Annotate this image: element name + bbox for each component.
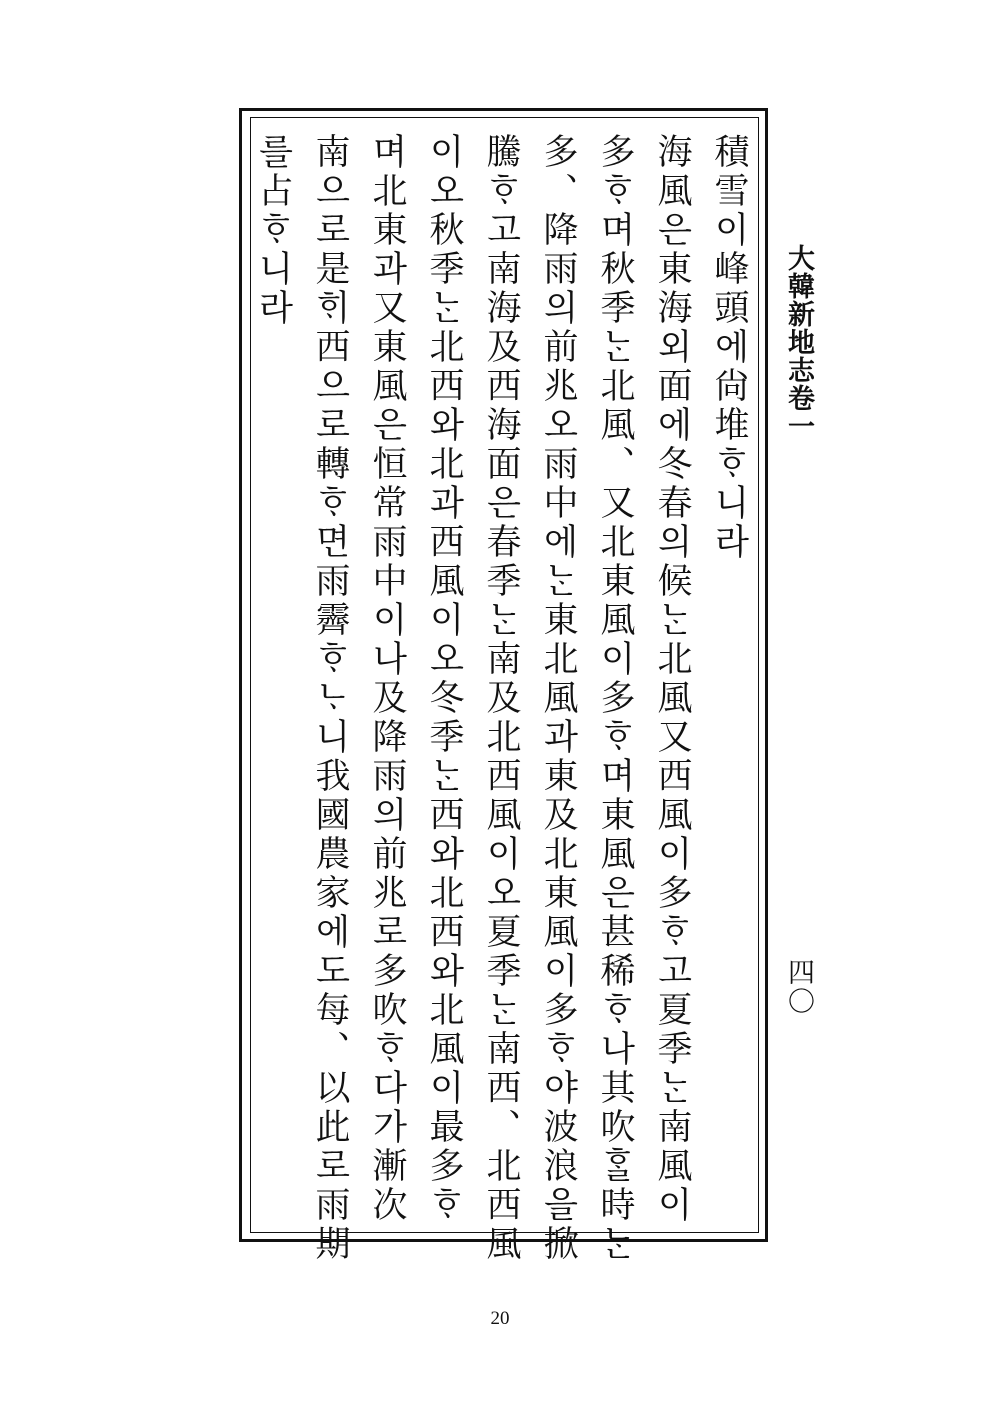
text-column-8: 南으로是ᄒᆡ西으로轉ᄒᆞ면雨霽ᄒᆞᄂᆞ니我國農家에도每、以此로雨期	[310, 133, 350, 1264]
running-head-title: 大韓新地志卷一	[783, 244, 814, 440]
text-column-4: 多、降雨의前兆오雨中에ᄂᆞᆫ東北風과東及北東風이多ᄒᆞ야波浪을掀	[538, 133, 578, 1264]
leaf-number: 四〇	[783, 958, 814, 1016]
page-number: 20	[490, 1308, 510, 1329]
text-column-1: 積雪이峰頭에尙堆ᄒᆞ니라	[709, 133, 749, 562]
text-column-5: 騰ᄒᆞ고南海及西海面은春季ᄂᆞᆫ南及北西風이오夏季ᄂᆞᆫ南西、北西風	[481, 133, 521, 1264]
text-column-9: 를占ᄒᆞ니라	[253, 133, 293, 328]
text-column-3: 多ᄒᆞ며秋季ᄂᆞᆫ北風、又北東風이多ᄒᆞ며東風은甚稀ᄒᆞ나其吹ᄒᆞᆯ時ᄂᆞᆫ	[595, 133, 635, 1264]
page-frame	[239, 108, 768, 1264]
text-column-6: 이오秋季ᄂᆞᆫ北西와北과西風이오冬季ᄂᆞᆫ西와北西와北風이最多ᄒᆞ	[424, 133, 464, 1225]
text-column-2: 海風은東海외面에冬春의候ᄂᆞᆫ北風又西風이多ᄒᆞ고夏季ᄂᆞᆫ南風이	[652, 133, 692, 1225]
text-column-7: 며北東과又東風은恒常雨中이나及降雨의前兆로多吹ᄒᆞ다가漸次	[367, 133, 407, 1225]
body-text	[244, 133, 757, 1264]
